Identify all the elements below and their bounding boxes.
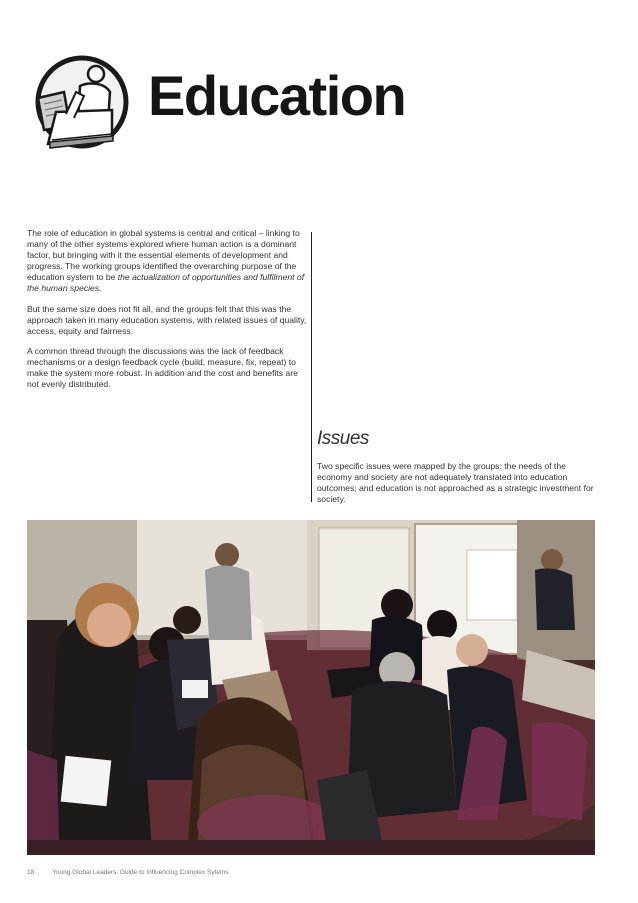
intro-paragraph-2: But the same size does not fit all, and the groups felt that this was the approach taken in many education systems, with related issues of quality, access, equity and fairness. bbox=[27, 303, 307, 336]
issues-heading: Issues bbox=[317, 428, 369, 449]
page-footer bbox=[27, 869, 229, 876]
person-reading-book-icon bbox=[30, 52, 130, 152]
intro-paragraph-1-emphasis: the actualization of opportunities and fulfilment of the human species. bbox=[27, 272, 305, 294]
page-title: Education bbox=[148, 64, 406, 127]
issues-paragraph: Two specific issues were mapped by the groups: the needs of the economy and society are not adequately translated into education outcomes; and education is not approached as a strategic investment for society. bbox=[317, 461, 594, 505]
publication-title: Young Global Leaders: Guide to Influencing Complex Sytems bbox=[52, 869, 229, 876]
column-divider bbox=[311, 232, 312, 502]
page-number: 18 bbox=[27, 869, 35, 876]
intro-paragraph-3: A common thread through the discussions was the lack of feedback mechanisms or a design feedback cycle (build, measure, fix, repeat) to make the system more robust. In addition and the cost and benefits are not evenly distributed. bbox=[27, 345, 298, 390]
intro-column bbox=[27, 228, 309, 399]
intro-paragraph-1 bbox=[27, 228, 309, 295]
photo-illustration bbox=[27, 520, 595, 855]
intro-paragraph-1-text: The role of education in global systems is central and critical – linking to many of the other systems explored where human action is a dominant factor, but bringing with it the essential elements of development and progress. The working groups identified the overarching purpose of the education system to be bbox=[27, 228, 300, 283]
group-discussion-photo bbox=[27, 520, 595, 855]
